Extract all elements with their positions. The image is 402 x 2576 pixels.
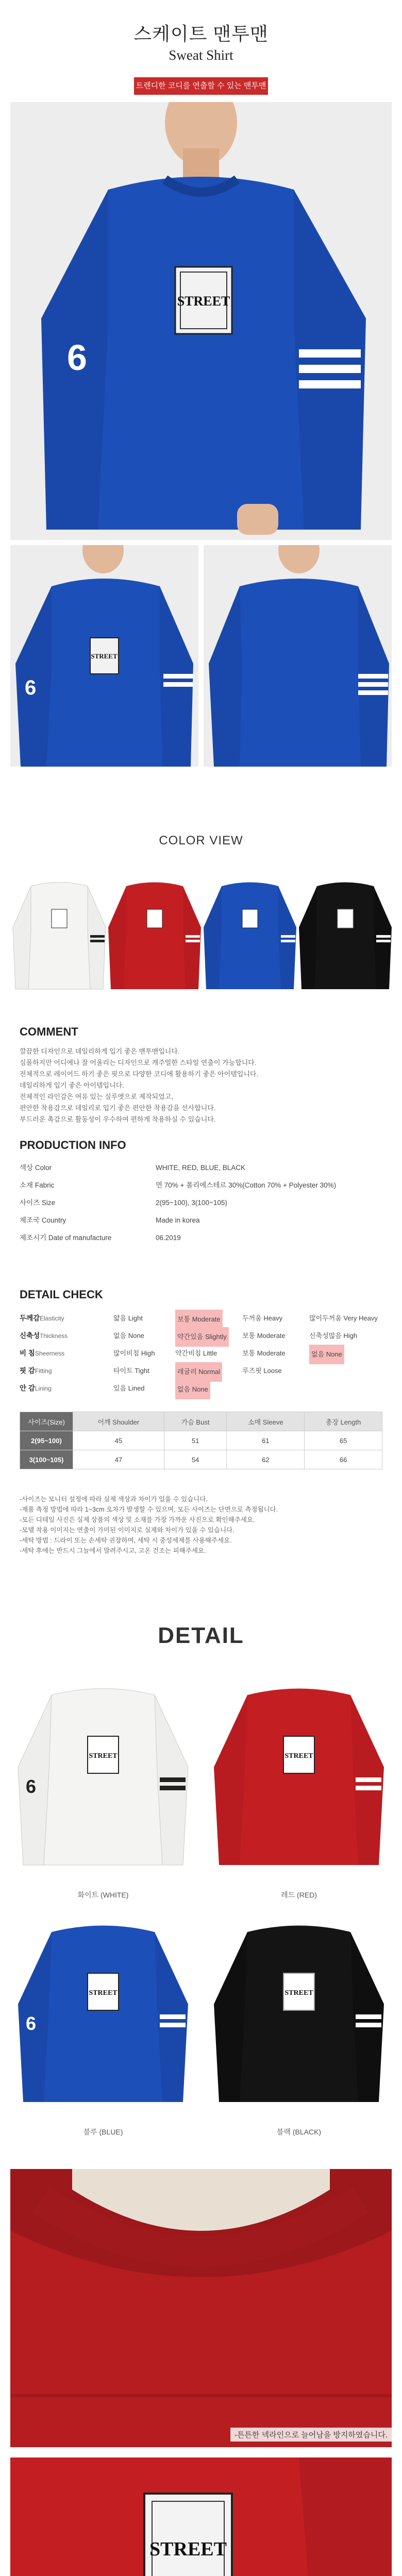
product-title-en: Sweat Shirt xyxy=(169,47,233,63)
comment-body xyxy=(20,1046,380,1125)
detail-title: DETAIL xyxy=(158,1623,244,1648)
caption-black: 블랙 (BLACK) xyxy=(276,2128,322,2136)
svg-text:6: 6 xyxy=(26,1776,37,1797)
svg-text:STREET: STREET xyxy=(284,1989,313,1997)
caption-blue: 블루 (BLUE) xyxy=(83,2128,123,2136)
info-row-country: 제조국 Country Made in korea xyxy=(20,1216,200,1224)
model-photo-left xyxy=(10,545,198,767)
comment-line: 전체적으로 레이어드 하기 좋은 핏으로 다양한 코디에 활용하기 좋은 아이템입니다. xyxy=(20,1070,259,1078)
comment-line: 부드러운 촉감으로 활동성이 우수하여 편하게 착용하실 수 있습니다. xyxy=(20,1115,216,1123)
svg-text:6: 6 xyxy=(26,2013,37,2034)
svg-text:6: 6 xyxy=(67,337,87,378)
detail-check-table xyxy=(0,1310,402,1397)
note-line: -세탁 후에는 반드시 그늘에서 말려주시고, 고온 건조는 피해주세요. xyxy=(20,1547,206,1554)
svg-text:6: 6 xyxy=(25,676,37,699)
size-table-row: 3(100~105) 47 54 62 66 xyxy=(20,1450,382,1469)
zoom-print-photo xyxy=(10,2458,392,2576)
info-row-fabric: 소재 Fabric 면 70% + 폴리에스테르 30%(Cotton 70% + Polyester 30%) xyxy=(20,1181,337,1189)
note-line: -모든 디테일 사진은 실제 상품의 색상 및 소재를 가장 가까운 사진으로 확인해주세요. xyxy=(20,1516,255,1523)
detail-check-title: DETAIL CHECK xyxy=(20,1288,103,1301)
note-line: -세탁 방법 : 드라이 또는 손세탁 권장하며, 세탁 시 중성세제를 사용해주세요. xyxy=(20,1537,232,1544)
detail-black-photo xyxy=(206,1911,392,2117)
color-view-title: COLOR VIEW xyxy=(159,834,243,848)
detail-blue-photo xyxy=(10,1911,196,2117)
note-line: -제품 측정 방법에 따라 1~3cm 오차가 발생할 수 있으며, 모든 사이즈는 단면으로 측정됩니다. xyxy=(20,1506,278,1513)
detail-row-sheerness: 비 침Sheerness 많이비침 High 약간비침 Little 보통 Moderate 없음 None xyxy=(0,1345,402,1362)
model-photo-right xyxy=(204,545,392,767)
comment-line: 편안한 착용감으로 데일리로 입기 좋은 편안한 착용감을 선사합니다. xyxy=(20,1104,216,1112)
notes xyxy=(20,1494,386,1556)
info-row-size: 사이즈 Size 2(95~100), 3(100~105) xyxy=(20,1199,227,1207)
size-table-row: 2(95~100) 45 51 61 65 xyxy=(20,1431,382,1450)
info-row-color: 색상 Color WHITE, RED, BLUE, BLACK xyxy=(20,1164,246,1172)
svg-text:STREET: STREET xyxy=(284,1752,313,1760)
comment-line: 깔끔한 디자인으로 데일리하게 입기 좋은 맨투맨입니다. xyxy=(20,1047,180,1055)
color-swatch-black xyxy=(299,883,392,990)
product-title-ko: 스케이트 맨투맨 xyxy=(133,23,269,44)
size-table-header: 사이즈(Size) 어깨 Shoulder 가슴 Bust 소매 Sleeve 총장 Length xyxy=(20,1412,382,1431)
color-swatch-white xyxy=(13,883,106,990)
caption-red: 레드 (RED) xyxy=(281,1891,317,1899)
production-info-table xyxy=(0,1159,402,1247)
color-swatch-red xyxy=(108,883,201,990)
detail-red-photo xyxy=(206,1674,392,1880)
size-table xyxy=(20,1412,382,1469)
svg-text:STREET: STREET xyxy=(91,652,118,660)
color-view-row xyxy=(10,871,392,999)
note-line: -모델 착용 이미지는 연출이 가미된 이미지로 실제와 차이가 있을 수 있습니다. xyxy=(20,1527,234,1534)
svg-text:STREET: STREET xyxy=(89,1752,118,1760)
hero-patch-text: STREET xyxy=(177,294,230,309)
comment-title: COMMENT xyxy=(20,1025,78,1038)
comment-line: 데일리하게 입기 좋은 아이템입니다. xyxy=(20,1081,124,1089)
detail-white-photo xyxy=(10,1674,196,1880)
svg-text:STREET: STREET xyxy=(149,2538,227,2560)
comment-line: 전체적인 라인감은 여유 있는 실루엣으로 제작되었고, xyxy=(20,1093,173,1100)
caption-white: 화이트 (WHITE) xyxy=(77,1891,129,1899)
svg-text:STREET: STREET xyxy=(89,1989,118,1997)
zoom-neckline-photo xyxy=(10,2169,392,2447)
color-swatch-blue xyxy=(204,883,296,990)
hero-model-photo xyxy=(10,102,392,540)
detail-row-elasticity: 두께감Elasticity 얇음 Light 보통 Moderate 두꺼움 Heavy 많이두꺼움 Very Heavy xyxy=(0,1310,402,1327)
production-info-title: PRODUCTION INFO xyxy=(20,1139,126,1151)
comment-line: 심플하지만 어디에나 잘 어울리는 디자인으로 캐주얼한 스타일 연출이 가능합니다. xyxy=(20,1059,257,1066)
zoom-caption-1: -튼튼한 넥라인으로 늘어남을 방지하였습니다. xyxy=(230,2428,392,2442)
detail-row-thickness: 신축성Thickness 없음 None 약간있음 Slightly 보통 Moderate 신축성많음 High xyxy=(0,1327,402,1345)
detail-row-fitting: 핏 감Fitting 타이트 Tight 레귤러 Normal 루즈핏 Loose xyxy=(0,1362,402,1380)
detail-row-lining: 안 감Lining 있음 Lined 없음 None xyxy=(0,1380,402,1397)
product-tagline: 트렌디한 코디를 연출할 수 있는 맨투맨 xyxy=(134,77,268,95)
note-line: -사이즈는 모니터 설정에 따라 실제 색상과 차이가 있을 수 있습니다. xyxy=(20,1496,208,1503)
info-row-date: 제조시기 Date of manufacture 06.2019 xyxy=(20,1234,181,1242)
